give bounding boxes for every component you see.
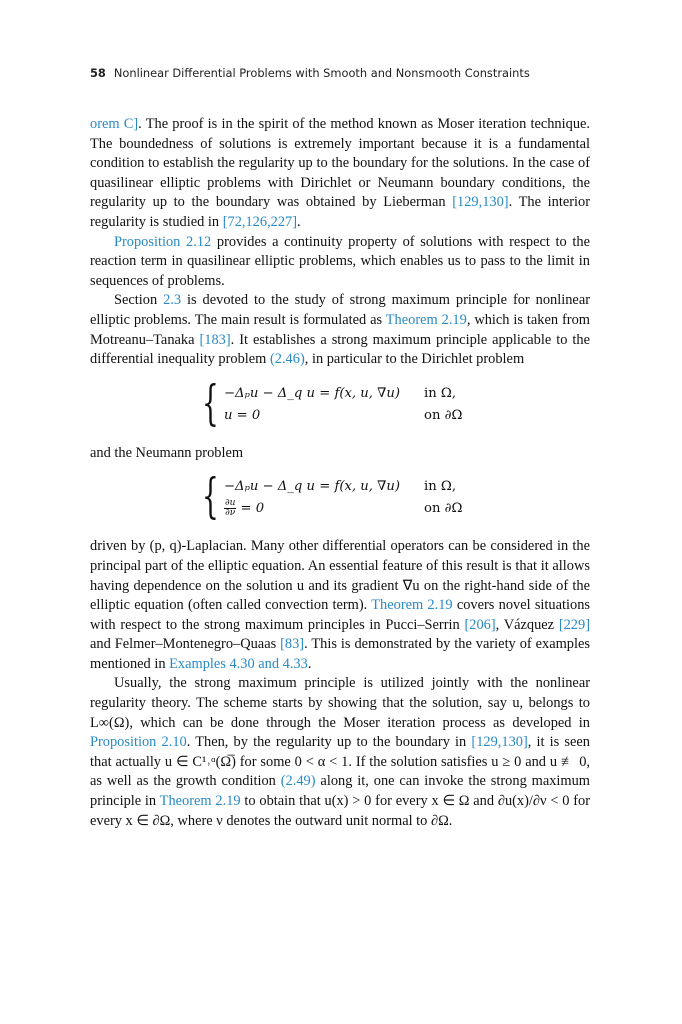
text-run: . The proof is in the spirit of the method known as Moser iteration technique. The boundedness of solutions is extremely important because it is a fundamental condition to establish the regularity up to the boundary for the solutions. In the case of quasilinear elliptic problems with Dirichlet or Neumann boundary conditions, the regularity up to the boundary was obtained by Lieberman [90, 116, 590, 211]
equation-rest: = 0 [240, 501, 265, 517]
paragraph-2 [90, 233, 590, 292]
text-run: , in particular to the Dirichlet problem [304, 351, 525, 368]
section-link[interactable]: 2.3 [163, 292, 182, 309]
text-run: , Vázquez [495, 616, 559, 633]
normal-derivative-fraction [224, 499, 236, 518]
text-run: is devoted to the study of strong maximum principle for nonlinear elliptic problems. The main result is formulated as [90, 292, 590, 328]
paragraph-5 [90, 674, 590, 831]
dirichlet-problem-equation [90, 374, 590, 431]
text-run: and Felmer–Montenegro–Quaas [90, 636, 281, 653]
text-run: . The interior regularity is studied in [90, 194, 591, 230]
citation-link[interactable]: [229] [558, 616, 590, 633]
page-number: 58 [90, 66, 106, 80]
running-head [90, 66, 530, 80]
paragraph-between: and the Neumann problem [90, 444, 244, 461]
text-run: driven by (p, q)-Laplacian. Many other differential operators can be considered in the principal part of the elliptic equation. An essential feature of this result is that it allows having dependence on the solution u and its gradient ∇u on the right-hand side of the elliptic equation (often called convection term). [90, 538, 590, 614]
citation-link[interactable]: [206] [464, 616, 496, 633]
text-run: . It establishes a strong maximum principle applicable to the differential inequality problem [90, 331, 591, 368]
equation-row [224, 499, 264, 519]
left-brace: { [202, 374, 219, 431]
citation-link[interactable]: [72,126,227] [222, 213, 298, 230]
citation-link[interactable]: [183] [199, 331, 231, 348]
text-run: , which is taken from Motreanu–Tanaka [90, 311, 590, 348]
equation-row: u = 0 [224, 407, 261, 423]
left-brace: { [202, 468, 219, 525]
theorem-link[interactable]: Theorem 2.19 [385, 311, 467, 328]
text-run: to obtain that u(x) > 0 for every x ∈ Ω and ∂u(x)/∂ν < 0 for every x ∈ ∂Ω, where ν denotes the outward unit normal to ∂Ω. [90, 793, 590, 829]
citation-link[interactable]: [129,130] [471, 734, 528, 751]
proposition-link[interactable]: Proposition 2.10 [90, 734, 187, 751]
equation-link[interactable]: (2.46) [269, 351, 305, 368]
body-text [90, 115, 590, 831]
text-run: covers novel situations with respect to the strong maximum principles in Pucci–Serrin [90, 597, 590, 633]
text-run: provides a continuity property of solutions with respect to the reaction term in quasilinear elliptic problems, which enables us to pass to the limit in sequences of problems. [90, 233, 590, 289]
paragraph-1 [90, 115, 590, 233]
equation-condition: in Ω, [424, 479, 457, 495]
text-run: Section [114, 292, 164, 309]
equation-condition: in Ω, [424, 385, 457, 401]
running-title: Nonlinear Differential Problems with Smooth and Nonsmooth Constraints [113, 66, 530, 80]
fraction-denominator: ∂ν [225, 508, 236, 519]
citation-link[interactable]: orem C] [90, 116, 139, 132]
equation-link[interactable]: (2.49) [280, 773, 316, 790]
citation-link[interactable]: [129,130] [452, 194, 509, 211]
paragraph-4 [90, 537, 590, 674]
equation-condition: on ∂Ω [424, 407, 463, 423]
text-run: . [307, 655, 312, 672]
citation-link[interactable]: [83] [280, 636, 305, 653]
text-run: Usually, the strong maximum principle is utilized jointly with the nonlinear regularity theory. The scheme starts by showing that the solution, say u, belongs to L∞(Ω), which can be done through the Moser iteration process as developed in [90, 675, 590, 731]
equation-row: −Δₚu − Δ_q u = f(x, u, ∇u) [224, 385, 401, 401]
examples-link[interactable]: Examples 4.30 and 4.33 [169, 655, 308, 672]
theorem-link[interactable]: Theorem 2.19 [371, 597, 453, 614]
proposition-link[interactable]: Proposition 2.12 [114, 233, 212, 250]
theorem-link[interactable]: Theorem 2.19 [159, 793, 241, 810]
fraction-numerator: ∂u [225, 498, 236, 509]
neumann-problem-equation [90, 468, 590, 525]
equation-condition: on ∂Ω [424, 501, 463, 517]
text-run: , it is seen that actually u ∈ C¹˒ᵅ(Ω̅) for some 0 < α < 1. If the solution satisfies u ≥ 0 and u ≢ 0, as well as the growth condition [90, 734, 590, 790]
paragraph-3 [90, 291, 590, 369]
text-run: along it, one can invoke the strong maximum principle in [90, 773, 590, 810]
equation-row: −Δₚu − Δ_q u = f(x, u, ∇u) [224, 479, 401, 495]
text-run: . [297, 213, 301, 230]
text-run: . This is demonstrated by the variety of examples mentioned in [90, 636, 590, 672]
text-run: . Then, by the regularity up to the boundary in [186, 734, 472, 751]
